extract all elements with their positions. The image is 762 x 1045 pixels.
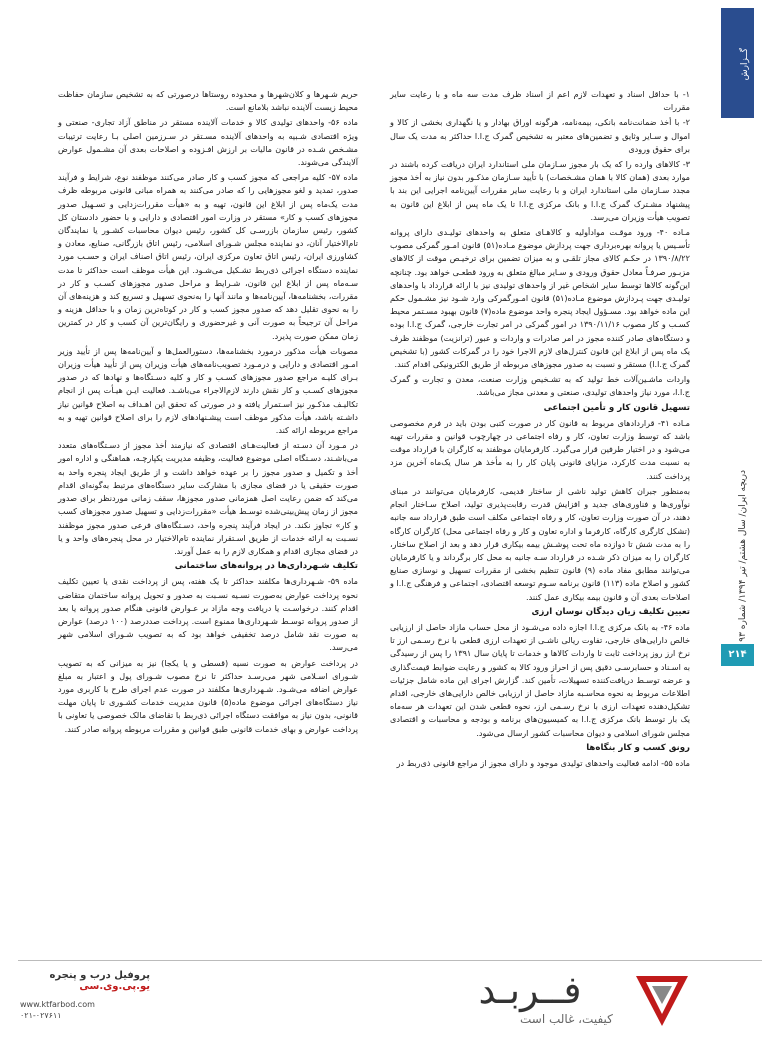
- brand-slogan: کیفیت، غالب است: [520, 1012, 613, 1026]
- footer-divider: [18, 960, 762, 961]
- brand-advertisement: [440, 968, 700, 1038]
- paragraph: مـاده ۴۱- قراردادهای مربوط به قانون کار در صورت کتبی بودن باید در فرم مخصوصی باشد که توسط وزارت تعاون، کار و رفاه اجتماعی در چهارچوب قوانین و مقررات تهیه می‌شود و در اختیار طرفین قرار می‌گیرد. کارفرمایان موظفند به کارگران با قرارداد موقت به نسبت مدت کارکرد، مزایای قانونی پایان کار را به مأخذ هر سال یک‌ماه آخرین مزد پرداخت کنند.: [390, 417, 690, 481]
- section-heading: تسهیل قانون کار و تأمین اجتماعی: [543, 402, 690, 413]
- paragraph: مصوبات هیأت مذکور درمورد بخشنامه‌ها، دستورالعمل‌ها و آیین‌نامه‌ها پس از تأیید وزیر امـور اقتصادی و دارایی و درمـورد تصویب‌نامه‌های هیأت وزیران پس از تأیید هیأت وزیران بـرای کلیـه مراجع صدور مجوزهای کسـب و کار و کلیه دسـتگاه‌ها و نهادها که در صدور مجوزهای کسـب و کار نقش دارند لازم‌الاجراء می‌باشـد. فعالیت ایـن هیـأت پس از انجام تکالیـف مذکـور نیز اسـتمرار یافته و در صورتی که تحقق این اهـداف به اصلاح قوانین نیاز داشـته باشد، هیأت مذکور موظف است پیشـنهادهای لازم را برای اصلاح قوانین تهیه و به مراجع مربوطه ارائه کند.: [58, 345, 358, 436]
- paragraph: ماده ۵۶- واحدهای تولیدی کالا و خدمات آلاینده مستقر در مناطق آزاد تجاری- صنعتی و ویژه اقتصادی شـبیه به واحدهای آلاینده مسـتقر در سـرزمین اصلی بـا رعایت ترتیبات مشـخص شـده در قانون مالیات بر ارزش افـزوده و اصلاحات بعدی آن مشـمول عوارض آلایندگی می‌شوند.: [58, 117, 358, 168]
- paragraph: ماده ۵۹- شـهرداری‌ها مکلفند حداکثر تا یک هفته، پس از پرداخت نقدی یا تعیین تکلیف نحوه پرداخت عوارض به‌صورت نسـیه نسـبت به صدور و تحویل پروانه ساختمان متقاضی اقدام کنند. درخواسـت یا دریافت وجه مازاد بر عـوارض قانونی هنگام صدور پروانه یا بعد از صدور پروانه توسـط شـهرداری‌ها ممنوع است. پرداخت صددرصد (۱۰۰ درصد) عوارض به صورت نقد شامل درصد تخفیفی خواهد بود که به تصویب شـورای اسلامی شهر می‌رسد.: [58, 576, 359, 653]
- section-heading: تکلیف شـهرداری‌ها در پروانه‌های ساختمانی: [174, 561, 358, 572]
- paragraph: ۳- کالاهای وارده را که یک بار مجوز سـازمان ملی استاندارد ایران دریافت کرده باشند در موارد بعدی (همان کالا با همان مشـخصات) با تأیید سـازمان مذکـور بدون نیاز به أخذ مجوز مجدد سـازمان ملی استاندارد ایران و با رعایت سایر مقررات آیین‌نامه اجرایی این بند با پیشنهاد مشـترک گمرک ج.ا.ا و بانک مرکزی ج.ا.ا تا یک ماه پس از ابلاغ این قانون به تصویب هیأت وزیران می‌رسد.: [390, 159, 690, 222]
- ad-website[interactable]: www.ktfarbod.com: [20, 1000, 95, 1009]
- paragraph: واردات ماشـین‌آلات خط تولید که به تشـخیص وزارت صنعت، معدن و تجارت و گمرک ج.ا.ا، مورد نیاز واحدهای تولیدی، صنعتی و معدنی مجاز می‌باشد.: [390, 374, 690, 398]
- section-tab-label: گــزارش: [740, 48, 750, 81]
- paragraph: در مـورد آن دسـته از فعالیت‌هـای اقتصادی که نیازمند أخذ مجوز از دسـتگاه‌های متعدد می‌باشـند، دسـتگاه اصلی موضوع فعالیت، وظیفه مدیریت یکپارچـه، هماهنگی و اداره امور أخذ و تکمیل و صدور مجوز را بر عهده خواهد داشت و از طریق ایجاد پنجره واحد به صورت حقیقی یا در فضای مجازی با مشارکت سایر دستگاه‌های مرتبط به‌گونه‌ای اقدام می‌کند که ضمن رعایت اصل همزمانی صدور مجوزها، سقف زمانی موردنظر برای صدور مجوز از زمان پیش‌بینی‌شده توسـط هیأت «مقررات‌زدایی و تسهیل صدور مجوزهای کسب و کار» تجاوز نکند. در ایجاد فرآیند پنجره واحد، دسـتگاه‌های فرعی صدور مجوز موظفند نسـبت به ارائه خدمات از طریق اسـتقرار نماینده تام‌الاختیار در محل پنجره‌های واحد و یا در فضای مجازی اقدام و همکاری لازم را به عمل آورند.: [58, 440, 358, 556]
- paragraph: ۱- با حداقل اسناد و تعهدات لازم اعم از اسناد ظرف مدت سه ماه و با رعایت سایر مقررات: [390, 89, 690, 113]
- ad-line-1: پروفیل درب و پنجره: [49, 970, 150, 981]
- paragraph: در پرداخت عوارض به صورت نسیه (قسطی و یا یکجا) نیز به میزانی که به تصویب شـورای اسـلامی شهر می‌رسـد حداکثر تا نرخ مصوب شـورای پول و اعتبار به مبلغ عوارض اضافه می‌شـود. شـهرداری‌ها مکلفند در صورت عدم اجرای طرح با کاربری مورد نیاز دستگاه‌های اجرائی موضوع ماده(۵) قانون مدیریت خدمات کشـوری تا پایان مهلت قانونی، بدون نیاز به موافقت دستگاه اجرائی ذی‌ربط با تقاضای مالک خصوصی یا تعاونی با پرداخت عوارض و بهای خدمات قانونی طبق قوانین و مقررات مربوطه پروانه صادر کنند.: [58, 657, 359, 734]
- paragraph: ماده ۴۶- به بانک مرکزی ج.ا.ا اجازه داده می‌شـود از محل حساب مازاد حاصل از ارزیابی خالص دارایی‌های خارجی، تفاوت ریالی ناشـی از تعهدات ارزی قطعی با نرخ رسـمی ارز تا نرخ ارز روز پرداخت ثابت تا واردات کالاها و خدمات تا پایان سال ۱۳۹۱ را پس از رسیدگی به اسـناد و حسابرسـی دقیق پس از احراز ورود کالا به کشور و رعایت ضوابط قیمت‌گذاری و عرضه توسـط دریافت‌کننده تسهیلات، تأمین کند. گزارش اجرای این ماده شامل جزئیات اطلاعات مربوط به نحوه محاسـبه مازاد حاصل از ارزیابی خالص دارایی‌های خارجی، اقدام تشکیل‌دهنده تعهدات ارزی با نرخ رسـمی ارز، نحوه قطعی شدن این تعهدات هر سه‌ماه یک بار توسط بانک مرکزی ج.ا.ا به کمیسیون‌های برنامه و بودجه و محاسبات و اقتصادی مجلس شورای اسلامی و دیوان محاسبات کشور ارسال می‌شود.: [390, 621, 690, 738]
- article-column-left: [58, 88, 358, 738]
- ad-phone: ۰۲۱-۰۲۷۶۱۱: [20, 1011, 62, 1020]
- paragraph: ماده ۵۵- ادامه فعالیت واحدهای تولیدی موجود و دارای مجوز از مراجع قانونی ذی‌ربط در: [396, 757, 690, 768]
- section-tab: [721, 8, 754, 118]
- article-column-right: [390, 88, 690, 772]
- paragraph: به‌منظور جبران کاهش تولید ناشی از ساختار قدیمی، کارفرمایان می‌توانند در مبنای نوآوری‌ها و فناوری‌های جدید و افزایش قدرت رقابت‌پذیری تولید، اصلاح سـاختار انجام دهند، در آن صورت وزارت تعاون، کار و رفاه اجتماعی مکلف است طبق قرارداد سه جانبه (تشکل کارگری کارگاه، کارفرما و اداره تعاون و کار و رفاه اجتماعی محل) کارگران کارگاه را به مدت شش تا دوازده ماه تحت پوشـش بیمه بیکاری قرار دهد و بعد از اصلاح ساختار، کارگران را به میزان ذکر شـده در قرارداد سـه جانبه به محل کار برگرداند و یا کارفرمایان می‌توانند مطابق مفاد ماده (۹) قانون تنظیم بخشی از مقررات تسهیل و نوسازی صنایع کشور و اصلاح ماده (۱۱۳) قانون برنامه سـوم توسعه اقتصادی، اجتماعی و فرهنگی ج.ا.ا و اصلاحات بعدی آن و قانون بیمه بیکاری عمل کنند.: [390, 485, 690, 602]
- paragraph: حریم شـهرها و کلان‌شهرها و محدوده روستاها درصورتی که به تشخیص سازمان حفاظت محیط زیست آلاینده نباشد بلامانع است.: [58, 89, 358, 113]
- section-heading: رونق کسب و کار بنگاه‌ها: [586, 742, 690, 753]
- issue-caption: دریچه ایران/ سال هشتم/ تیر ۱۳۹۴/ شماره ۹۳: [738, 470, 748, 642]
- page-number: ۲۱۴: [721, 644, 754, 666]
- paragraph: مـاده ۴۰- ورود موقـت موادأولیه و کالاهـای متعلق به واحدهای تولیـدی دارای پروانه تأسـیس یا پروانه بهره‌برداری جهت پردازش موضوع مـاده(۵۱) قانون امـور گمرکی مصوب ۱۳۹۰/۸/۲۲ در حکـم کالای مجاز تلقـی و به میزان تضمین برای ترخیـص موقت از کالاهای مزبـور صرفـاً معادل حقوق ورودی و سـایر مبالغ متعلق به ورود قطعـی خواهد بود. چنانچه این‌گونه کالاها توسط سایر اشخاص غیر از واحدهای تولیدی نیز با ارائه قرارداد با واحدهای تولیـدی جهت پـردازش موضوع مـاده(۵۱) قانون امـورگمرکی وارد شـود نیز مشـمول حکم این ماده خواهد بود. مسـؤول ایجاد پنجره واحد موضوع ماده(۷) قانون بهبود مسـتمر محیط کسـب و کار مصوب ۱۳۹۰/۱۱/۱۶ در امور گمرکی در امر تجارت خارجی، گمرک ج.ا.ا بوده و دستگاه‌های صادر کننده مجوز در امر صادرات و واردات و عبور (ترانزیت) موظفند ظرف یک ماه پس از ابلاغ این قانون کنترل‌های لازم الاجرا خود را در گمرکات کشور (با تشخیص گمرک ج.ا.ا) مستقر و نسبت به صدور مجوزهای مربوطه از طریق الکترونیکی اقدام کنند.: [390, 227, 691, 370]
- advertisement-text: [20, 970, 150, 1020]
- brand-name: فــربـد: [478, 968, 582, 1012]
- paragraph: ماده ۵۷- کلیه مراجعی که مجوز کسب و کار صادر می‌کنند موظفند نوع، شرایط و فرآیند صدور، تمدید و لغو مجوزهایی را که صادر می‌کنند به همراه مبانی قانونی مربوطه ظرف مدت یک‌ماه پس از ابلاغ این قانون، تهیه و به «هیأت مقررات‌زدایی و تسـهیل صدور مجوزهای کسب و کار» مستقر در وزارت امور اقتصادی و دارایی و با حضور دادستان کل کشور، رئیس سازمان بازرسـی کل کشور، رئیس دیوان محاسبات کشـور یا نمایندگان تام‌الاختیار آنان، دو نماینده مجلس شـورای اسلامی، رئیس اتاق بازرگانی، صنایع، معادن و کشاورزی ایران، رئیس اتاق تعاون مرکزی ایران، رئیس اتاق اصناف ایران و حسـب مورد نماینده دستگاه اجرائی ذی‌ربط تشـکیل می‌شـود. این هیأت موظف است حداکثر تا مدت سـه‌ماه پس از ابلاغ این قانون، شـرایط و مراحل صدور مجوزهای کسـب و کار در مقررات، بخشنامه‌ها، آیین‌نامه‌ها و مانند آنها را به‌نحوی تسهیل و تسریع کند و هزینه‌های آن را به نحوی تقلیل دهد که صدور مجوز کسب و کار در کوتاه‌ترین زمان و با حداقل هزینه و مراحل آن ترجیحاً به صورت آنی و غیرحضوری و رایگان‌ترین آن کسب و کار در کمترین زمان ممکن صورت پذیرد.: [58, 172, 358, 341]
- ad-line-2: یو.پی.وی.سی: [79, 981, 150, 992]
- paragraph: ۲- با أخذ ضمانت‌نامه بانکی، بیمه‌نامه، هرگونه اوراق بهادار و یا نگهداری بخشی از کالا و اموال و سـایر وثایق و تضمین‌های معتبر به تشخیص گمرک ج.ا.ا حداکثر به مدت یک سال برای حقوق ورودی: [390, 117, 690, 154]
- section-heading: تعیین تکلیف زیان دیدگان نوسان ارزی: [531, 606, 690, 617]
- brand-logo-icon: [630, 970, 694, 1030]
